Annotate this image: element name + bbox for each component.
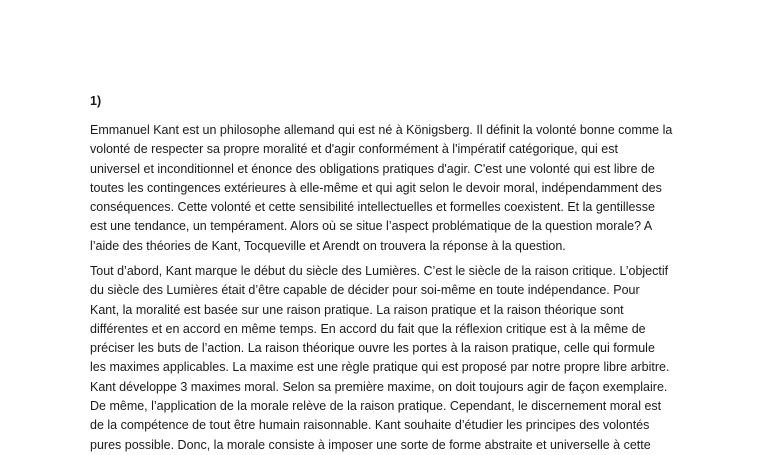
paragraph-introduction (90, 121, 672, 256)
text-line: Tout d’abord, Kant marque le début du siècle des Lumières. C’est le siècle de la raison critique. L’objectif (90, 264, 669, 278)
text-line: pures possible. Donc, la morale consiste à imposer une sorte de forme abstraite et universelle à cette (90, 437, 651, 452)
text-line: conséquences. Cette volonté et cette sensibilité intellectuelles et formelles coexistent. Et la gentillesse (90, 200, 655, 215)
text-line: Kant, la moralité est basée sur une raison pratique. La raison pratique et la raison théorique sont (90, 302, 624, 317)
text-line: De même, l’application de la morale relève de la raison pratique. Cependant, le discernement moral est (90, 399, 662, 414)
text-line: différentes et en accord en même temps. En accord du fait que la réflexion critique est à la même de (90, 321, 646, 336)
text-line: du siècle des Lumières était d’être capable de décider pour soi-même en toute indépendance. Pour (90, 283, 640, 298)
text-line: universel et inconditionnel et énonce des obligations pratiques d'agir. C'est une volonté qui est libre de (90, 161, 655, 176)
paragraph-kant (90, 262, 669, 455)
text-line: les maximes applicables. La maxime est une règle pratique qui est proposé par notre propre libre arbitre. (90, 360, 670, 375)
text-line: toutes les contingences extérieures à elle-même et qui agit selon le devoir moral, indépendamment des (90, 180, 662, 195)
section-heading: 1) (90, 94, 102, 108)
text-line: l’aide des théories de Kant, Tocqueville et Arendt on trouvera la réponse à la question. (90, 238, 566, 253)
text-line: Kant développe 3 maximes moral. Selon sa première maxime, on doit toujours agir de façon exemplaire. (90, 379, 668, 394)
text-line: Emmanuel Kant est un philosophe allemand qui est né à Königsberg. Il définit la volonté bonne comme la (90, 123, 673, 137)
text-line: est une tendance, un tempérament. Alors où se situe l’aspect problématique de la question morale? A (90, 219, 653, 234)
text-line: volonté de respecter sa propre moralité et d'agir conformément à l'impératif catégorique, qui est (90, 142, 618, 157)
text-line: préciser les buts de l’action. La raison théorique ouvre les portes à la raison pratique, celle qui formule (90, 341, 655, 356)
text-line: de la compétence de tout être humain raisonnable. Kant souhaite d’étudier les principes des volontés (90, 418, 650, 433)
